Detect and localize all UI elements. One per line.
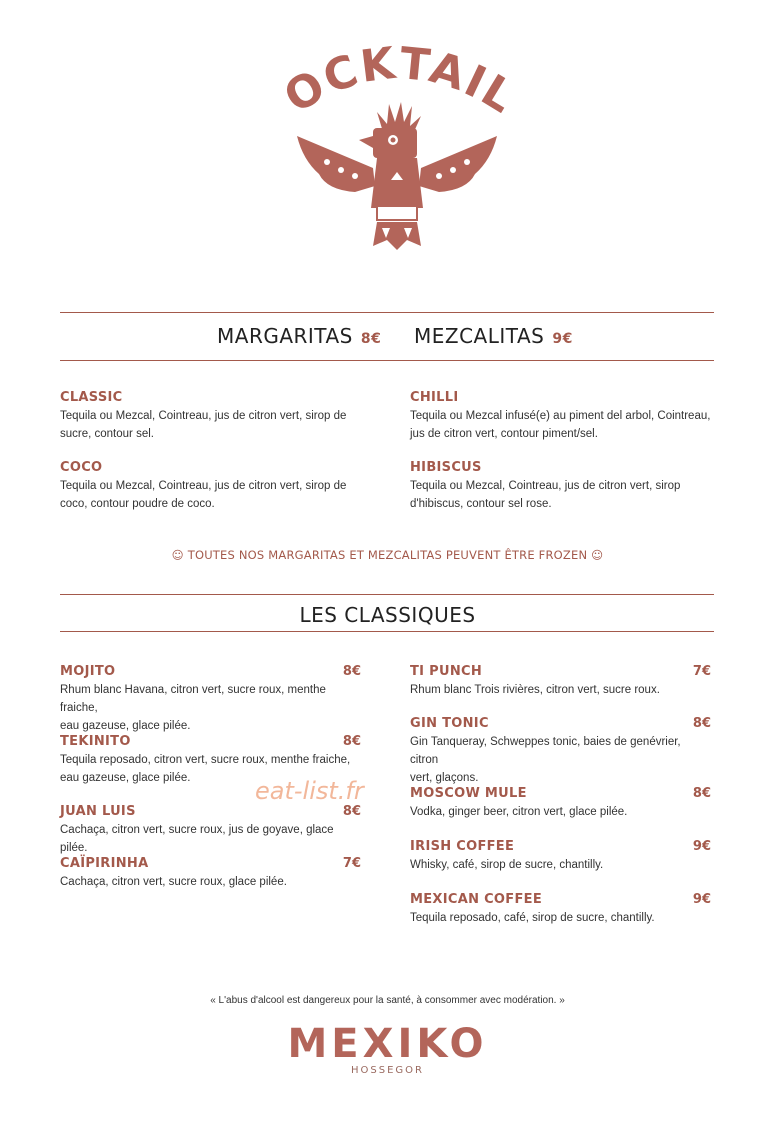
item-name: TEKINITO: [60, 734, 131, 749]
margaritas-header: [217, 324, 381, 348]
item-name: JUAN LUIS: [60, 804, 136, 819]
divider: [60, 594, 714, 595]
item-description: Tequila reposado, café, sirop de sucre, chantilly.: [410, 912, 655, 924]
item-name: MEXICAN COFFEE: [410, 892, 542, 907]
item-description: Tequila reposado, citron vert, sucre roux, menthe fraiche, eau gazeuse, glace pilée.: [60, 754, 351, 784]
item-description: Rhum blanc Trois rivières, citron vert, sucre roux.: [410, 684, 660, 696]
menu-item: [410, 839, 711, 874]
menu-item: [410, 786, 711, 821]
menu-item: [60, 390, 360, 443]
item-name: CAÏPIRINHA: [60, 856, 149, 871]
item-description: Cachaça, citron vert, sucre roux, jus de goyave, glace pilée.: [60, 824, 334, 854]
item-price: 8€: [692, 716, 711, 731]
divider: [60, 631, 714, 632]
menu-item: [410, 664, 711, 699]
item-name: CLASSIC: [60, 390, 123, 405]
classiques-title: LES CLASSIQUES: [299, 603, 476, 627]
logo-title: [265, 40, 525, 124]
cocktails-logo: [265, 40, 530, 255]
menu-item: [410, 892, 711, 927]
mezcalitas-price: 9€: [552, 331, 573, 347]
menu-item: [60, 856, 361, 891]
menu-item: [60, 460, 360, 513]
item-description: Whisky, café, sirop de sucre, chantilly.: [410, 859, 604, 871]
margaritas-price: 8€: [360, 331, 382, 347]
menu-item: [410, 460, 715, 513]
item-price: 9€: [692, 839, 711, 854]
item-description: Vodka, ginger beer, citron vert, glace pilée.: [410, 806, 628, 818]
item-description: Rhum blanc Havana, citron vert, sucre roux, menthe fraiche, eau gazeuse, glace pilée.: [60, 684, 326, 732]
item-description: Cachaça, citron vert, sucre roux, glace pilée.: [60, 876, 287, 888]
item-price: 9€: [692, 892, 711, 907]
item-description: Tequila ou Mezcal, Cointreau, jus de citron vert, sirop d'hibiscus, contour sel rose.: [410, 480, 681, 510]
item-name: TI PUNCH: [410, 664, 483, 679]
item-name: GIN TONIC: [410, 716, 489, 731]
item-name: HIBISCUS: [410, 460, 482, 475]
item-price: 8€: [692, 786, 711, 801]
item-price: 7€: [342, 856, 361, 871]
brand-name: MEXIKO: [287, 1021, 488, 1067]
item-name: COCO: [60, 460, 103, 475]
disclaimer: « L'abus d'alcool est dangereux pour la santé, à consommer avec modération. »: [210, 995, 565, 1006]
mezcalitas-title: MEZCALITAS: [414, 324, 545, 348]
item-description: Tequila ou Mezcal, Cointreau, jus de citron vert, sirop de coco, contour poudre de coco.: [60, 480, 347, 510]
item-name: CHILLI: [410, 390, 459, 405]
brand-logo: [0, 1022, 775, 1078]
divider: [60, 360, 714, 361]
item-description: Tequila ou Mezcal, Cointreau, jus de citron vert, sirop de sucre, contour sel.: [60, 410, 347, 440]
item-price: 8€: [342, 804, 361, 819]
watermark: eat-list.fr: [255, 777, 364, 805]
margaritas-title: MARGARITAS: [217, 324, 353, 348]
brand-location: HOSSEGOR: [351, 1065, 424, 1076]
item-name: MOJITO: [60, 664, 116, 679]
frozen-note: ☺ TOUTES NOS MARGARITAS ET MEZCALITAS PEUVENT ÊTRE FROZEN ☺: [171, 548, 604, 562]
menu-item: [60, 804, 361, 857]
item-description: Gin Tanqueray, Schweppes tonic, baies de genévrier, citron vert, glaçons.: [410, 736, 681, 784]
divider: [60, 312, 714, 313]
item-price: 7€: [692, 664, 711, 679]
logo-title-path: OCKTAIL: [275, 40, 525, 125]
item-name: IRISH COFFEE: [410, 839, 515, 854]
menu-item: [410, 716, 711, 787]
item-price: 8€: [342, 734, 361, 749]
item-name: MOSCOW MULE: [410, 786, 527, 801]
menu-item: [60, 664, 361, 735]
item-price: 8€: [342, 664, 361, 679]
classiques-header: [0, 603, 775, 627]
mezcalitas-header: [414, 324, 573, 348]
menu-item: [410, 390, 715, 443]
item-description: Tequila ou Mezcal infusé(e) au piment del arbol, Cointreau, jus de citron vert, contour piment/sel.: [410, 410, 711, 440]
thunderbird-icon: [265, 40, 530, 255]
